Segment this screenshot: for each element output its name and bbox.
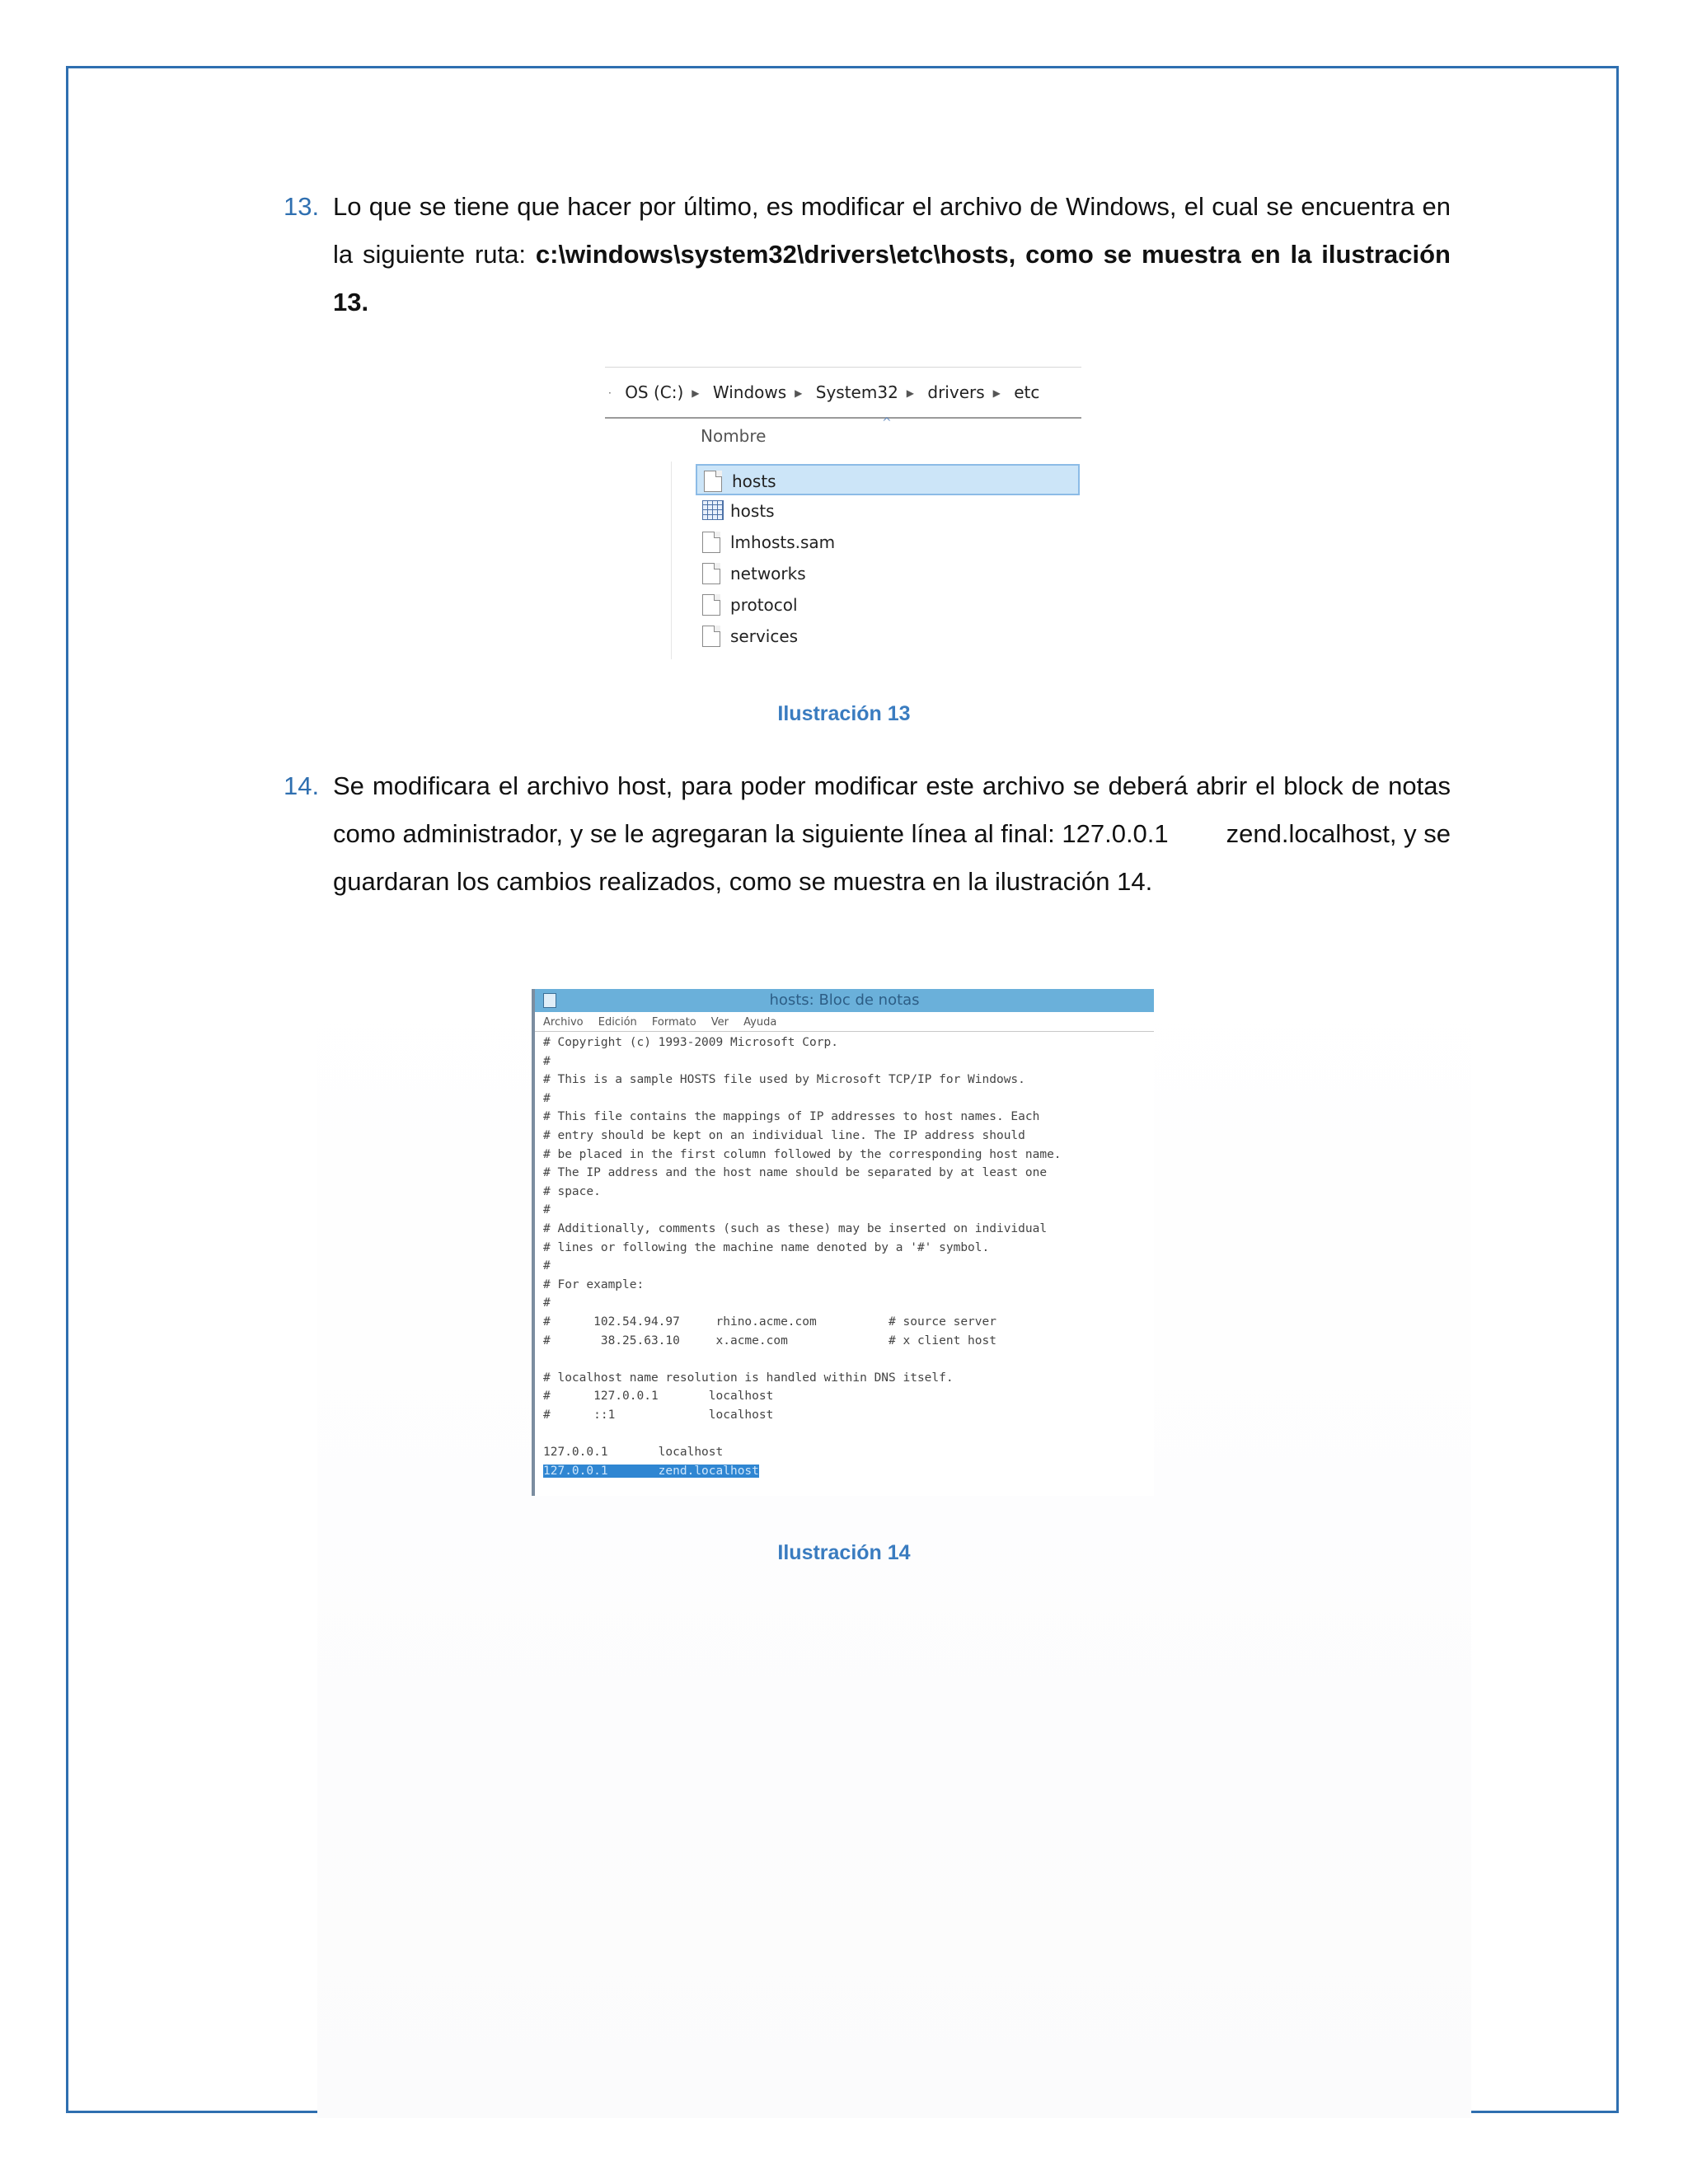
notepad-line: # ::1 localhost [543, 1408, 774, 1422]
file-name: hosts [732, 471, 776, 491]
explorer-breadcrumb [605, 367, 1081, 419]
step-13-paragraph [284, 183, 1451, 326]
breadcrumb-os[interactable]: OS (C:) [625, 382, 684, 402]
breadcrumb-drivers[interactable]: drivers [927, 382, 985, 402]
notepad-line: # [543, 1203, 551, 1217]
file-name: lmhosts.sam [730, 532, 836, 552]
notepad-line: # localhost name resolution is handled within DNS itself. [543, 1371, 954, 1385]
notepad-line: # The IP address and the host name should be separated by at least one [543, 1166, 1048, 1180]
chevron-right-icon: ▶ [992, 387, 1001, 399]
notepad-selected-line: 127.0.0.1 zend.localhost [543, 1464, 759, 1478]
notepad-line: # entry should be kept on an individual line. The IP address should [543, 1128, 1025, 1142]
file-row-lmhosts[interactable] [696, 527, 1080, 558]
notepad-line: # This is a sample HOSTS file used by Microsoft TCP/IP for Windows. [543, 1073, 1025, 1087]
column-header-name[interactable]: Nombre [701, 426, 767, 446]
notepad-screenshot [532, 989, 1154, 1496]
file-row-services[interactable] [696, 621, 1080, 652]
notepad-line: # This file contains the mappings of IP addresses to host names. Each [543, 1110, 1040, 1124]
notepad-title: hosts: Bloc de notas [769, 991, 920, 1009]
file-name: networks [730, 564, 806, 583]
notepad-line: # [543, 1259, 551, 1273]
notepad-line: # 38.25.63.10 x.acme.com # x client host [543, 1333, 996, 1347]
file-name: hosts [730, 501, 775, 521]
chevron-right-icon: ▶ [795, 387, 803, 399]
notepad-line: # be placed in the first column followed by the corresponding host name. [543, 1147, 1062, 1161]
sort-ascending-icon: ^ [882, 416, 892, 429]
notepad-titlebar [535, 989, 1154, 1012]
notepad-line: # Additionally, comments (such as these) may be inserted on individual [543, 1221, 1048, 1235]
notepad-line [543, 1424, 1153, 1443]
step-13-path: c:\windows\system32\drivers\etc\hosts, como se muestra en la ilustración 13. [333, 240, 1451, 316]
file-row-hosts-selected[interactable] [696, 464, 1080, 495]
caption-illustration-13: Ilustración 13 [777, 702, 911, 725]
notepad-line [543, 1350, 1153, 1369]
file-icon [702, 626, 720, 647]
notepad-line: # 127.0.0.1 localhost [543, 1390, 774, 1404]
pane-divider [671, 462, 672, 659]
step-13-number: 13. [284, 192, 320, 221]
step-14-number: 14. [284, 771, 320, 800]
file-icon [704, 471, 722, 492]
step-14-text-a: Se modificara el archivo host, para poder modificar este archivo se deberá abrir el block de notas como administrador, y se le agregaran la siguiente línea al final: 127.0.0.1 [333, 771, 1451, 848]
notepad-line: # lines or following the machine name denoted by a '#' symbol. [543, 1240, 990, 1254]
file-name: protocol [730, 595, 798, 615]
notepad-menubar[interactable]: Archivo Edición Formato Ver Ayuda [535, 1014, 1154, 1032]
notepad-line-added [543, 1462, 1153, 1481]
breadcrumb-etc[interactable]: etc [1014, 382, 1040, 402]
explorer-screenshot [605, 367, 1081, 659]
file-icon [702, 532, 720, 553]
notepad-line: 127.0.0.1 localhost [543, 1446, 724, 1460]
file-row-hosts-ics[interactable] [696, 495, 1080, 527]
step-14-text-b: zend.localhost, y se guardaran los cambios realizados, como se muestra en la ilustración 14. [333, 819, 1451, 896]
notepad-line: # [543, 1054, 551, 1068]
caption-illustration-14: Ilustración 14 [777, 1541, 911, 1564]
step-13-text: Lo que se tiene que hacer por último, es modificar el archivo de Windows, el cual se encuentra en la siguiente ruta: [333, 192, 1451, 269]
breadcrumb-windows[interactable]: Windows [712, 382, 787, 402]
calendar-file-icon [702, 500, 724, 520]
breadcrumb-system32[interactable]: System32 [815, 382, 898, 402]
file-row-networks[interactable] [696, 558, 1080, 589]
chevron-right-icon: ▶ [692, 387, 700, 399]
notepad-line: # space. [543, 1184, 601, 1198]
chevron-right-icon: ▶ [906, 387, 915, 399]
file-icon [702, 594, 720, 616]
notepad-line: # Copyright (c) 1993-2009 Microsoft Corp. [543, 1036, 838, 1049]
notepad-text-area[interactable] [543, 1033, 1153, 1480]
step-14-paragraph [284, 762, 1451, 906]
file-icon [702, 563, 720, 584]
notepad-app-icon [543, 993, 556, 1008]
breadcrumb-lead-icon: · [608, 387, 612, 399]
notepad-line: # [543, 1091, 551, 1105]
notepad-line: # For example: [543, 1277, 645, 1291]
file-name: services [730, 626, 799, 646]
notepad-line: # [543, 1296, 551, 1310]
file-row-protocol[interactable] [696, 589, 1080, 621]
notepad-line: # 102.54.94.97 rhino.acme.com # source server [543, 1315, 996, 1329]
